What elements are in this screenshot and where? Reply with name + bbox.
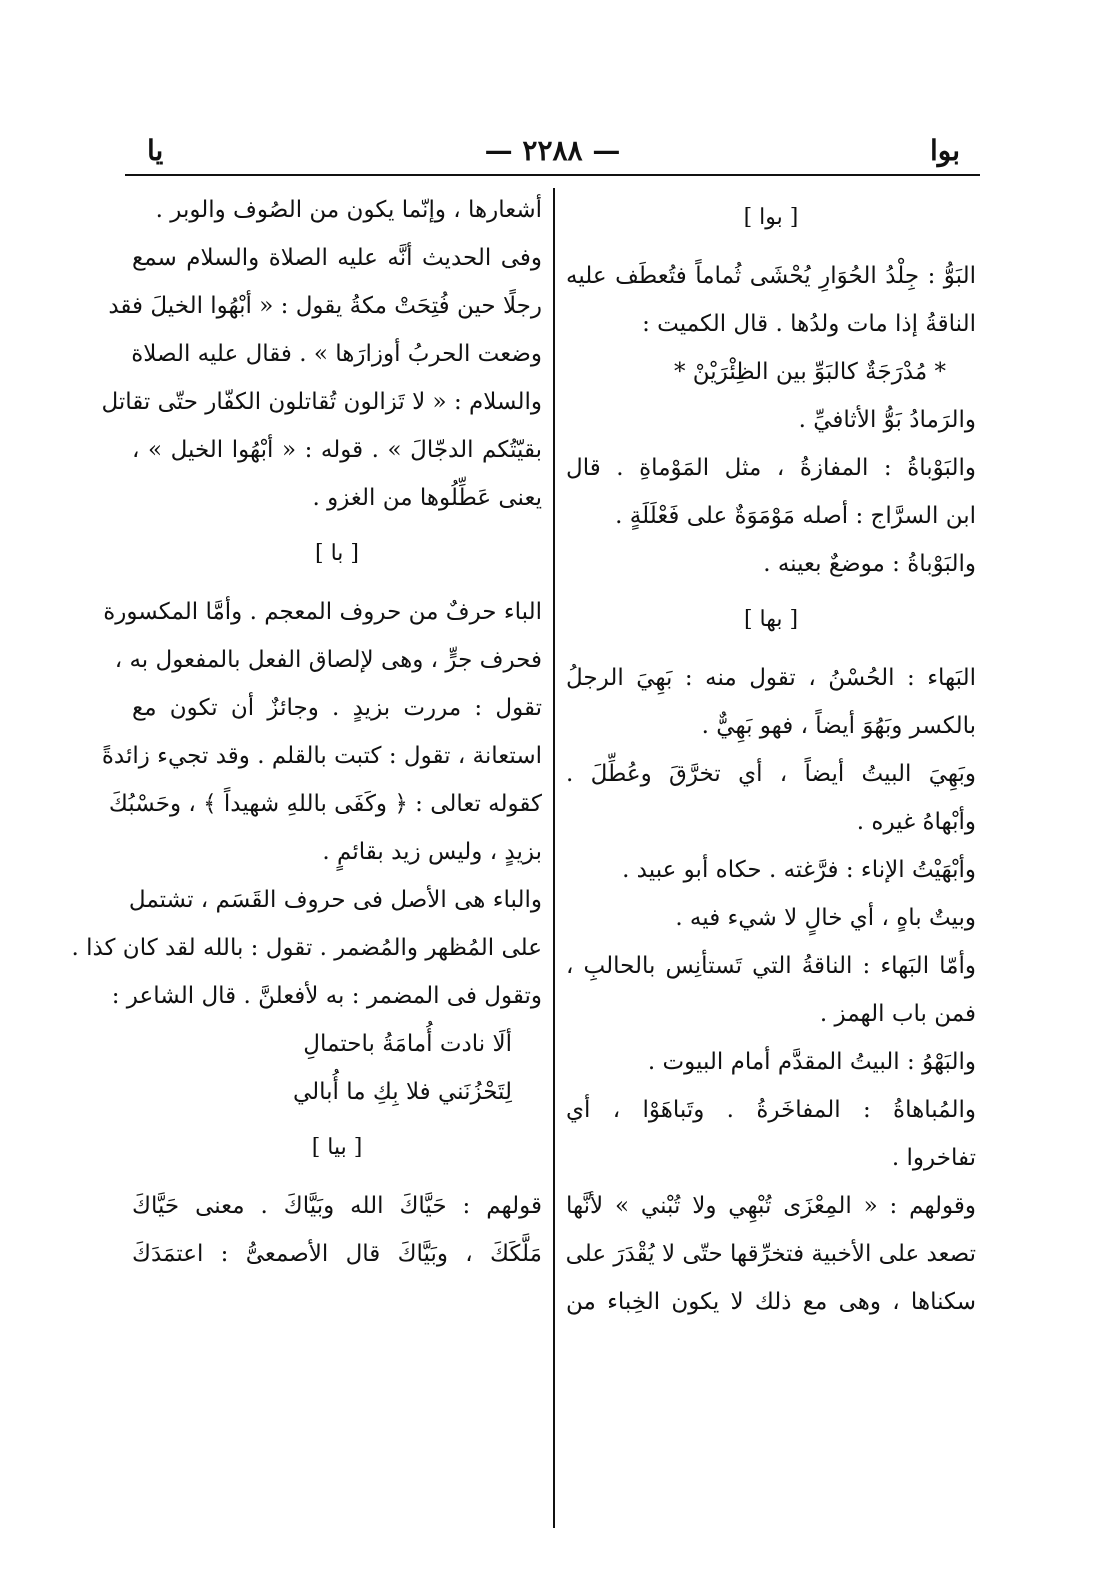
text-line: الناقةُ إذا مات ولدُها . قال الكميت : xyxy=(642,311,976,337)
text-line: على المُظهر والمُضمر . تقول : بالله لقد كان كذا . xyxy=(71,935,542,961)
text-line: وأبْهَيْتُ الإناء : فرَّغته . حكاه أبو عبيد . xyxy=(622,857,976,883)
text-line: ابن السرَّاج : أصله مَوْمَوَةٌ على فَعْلَلَةٍ . xyxy=(615,503,976,529)
text-line: استعانة ، تقول : كتبت بالقلم . وقد تجيء زائدةً xyxy=(101,743,542,769)
text-line: وضعت الحربُ أوزارَها » . فقال عليه الصلاة xyxy=(131,341,542,367)
text-line: وبيتٌ باهٍ ، أي خالٍ لا شيء فيه . xyxy=(675,905,976,931)
text-line: الباء حرفٌ من حروف المعجم . وأمَّا المكسورة xyxy=(103,599,542,625)
text-line: فحرف جرٍّ ، وهى لإلصاق الفعل بالمفعول به ، xyxy=(114,647,542,673)
text-line: وأبْهاهُ غيره . xyxy=(856,809,976,835)
text-line: وبَهِيَ البيتُ أيضاً ، أي تخرَّقَ وعُطِّلَ . xyxy=(566,761,976,787)
text-line: بالكسر وبَهُوَ أيضاً ، فهو بَهِيٌّ . xyxy=(701,713,976,739)
text-line: والبَهْوُ : البيتُ المقدَّم أمام البيوت . xyxy=(647,1049,976,1075)
text-line: يعنى عَطِّلُوها من الغزو . xyxy=(312,485,542,511)
verse-line: * مُدْرَجَةٌ كالبَوِّ بين الظِئْرَيْنْ * xyxy=(673,359,946,385)
entry-heading: [ بها ] xyxy=(743,607,799,632)
text-line: والبَوْباةُ : موضعٌ بعينه . xyxy=(763,551,976,577)
page-header xyxy=(125,128,980,172)
column-divider xyxy=(553,188,555,1528)
text-line: رجلًا حين فُتِحَتْ مكةُ يقول : « أبْهُوا الخيلَ فقد xyxy=(108,293,542,319)
text-line: بقيّتُكم الدجّالَ » . قوله : « أبْهُوا الخيل » ، xyxy=(132,437,542,463)
text-line: والسلام : « لا تَزالون تُقاتلون الكفّار حتّى تقاتل xyxy=(101,389,542,415)
text-line: البَهاء : الحُسْنُ ، تقول منه : بَهِيَ الرجلُ xyxy=(566,665,976,691)
text-line: وفى الحديث أنَّه عليه الصلاة والسلام سمع xyxy=(132,245,542,271)
text-line: وأمّا البَهاء : الناقةُ التي تَستأنِس بالحالبِ ، xyxy=(566,953,976,979)
verse-line: ألَا نادت أُمامَةُ باحتمالِ xyxy=(303,1031,512,1057)
entry-heading: [ با ] xyxy=(315,541,359,566)
text-line: تفاخروا . xyxy=(891,1145,976,1171)
text-line: البَوُّ : جِلْدُ الحُوَارِ يُحْشَى ثُماماً فتُعطَف عليه xyxy=(566,263,976,289)
text-line: فمن باب الهمز . xyxy=(819,1001,976,1027)
entry-heading: [ بوا ] xyxy=(743,205,799,230)
header-root-word-left: يا xyxy=(147,134,164,167)
text-line: مَلَّكَكَ ، وبَيَّاكَ قال الأصمعىُّ : اعتمَدَكَ xyxy=(132,1241,542,1267)
text-line: تصعد على الأخبية فتخرِّقها حتّى لا يُقْدَرَ على xyxy=(565,1241,976,1267)
text-line: والبَوْباةُ : المفازةُ ، مثل المَوْماةِ . قال xyxy=(566,455,976,481)
page-number: — ٢٢٨٨ — xyxy=(484,134,621,167)
text-line: والرَمادُ بَوُّ الأثافيِّ . xyxy=(798,407,976,433)
text-line: والباء هى الأصل فى حروف القَسَم ، تشتمل xyxy=(128,887,542,913)
right-column xyxy=(566,186,976,1326)
text-line: تقول : مررت بزيدٍ . وجائزٌ أن تكون مع xyxy=(132,695,542,721)
text-line: وتقول فى المضمر : به لأفعلنَّ . قال الشاعر : xyxy=(111,983,542,1009)
header-rule xyxy=(125,174,980,176)
text-line: سكناها ، وهى مع ذلك لا يكون الخِباء من xyxy=(566,1289,976,1315)
text-line: وقولهم : « المِعْزَى تُبْهِي ولا تُبْني » لأنَّها xyxy=(566,1193,976,1219)
text-line: كقوله تعالى : ﴿ وكَفَى باللهِ شهيداً ﴾ ، وحَسْبُكَ xyxy=(108,791,542,817)
header-root-word-right: بوا xyxy=(929,134,960,167)
verse-line: لِتَحْزُنَني فلا بِكِ ما أُبالي xyxy=(292,1079,512,1105)
text-line: والمُباهاةُ : المفاخَرةُ . وتَباهَوْا ، أي xyxy=(566,1097,976,1123)
entry-heading: [ بيا ] xyxy=(311,1135,363,1160)
text-line: قولهم : حَيَّاكَ الله وبَيَّاكَ . معنى حَيَّاكَ xyxy=(132,1193,542,1219)
text-line: أشعارها ، وإنّما يكون من الصُوف والوبر . xyxy=(155,197,542,223)
text-line: بزيدٍ ، وليس زيد بقائمٍ . xyxy=(322,839,542,865)
left-column xyxy=(71,186,542,1278)
